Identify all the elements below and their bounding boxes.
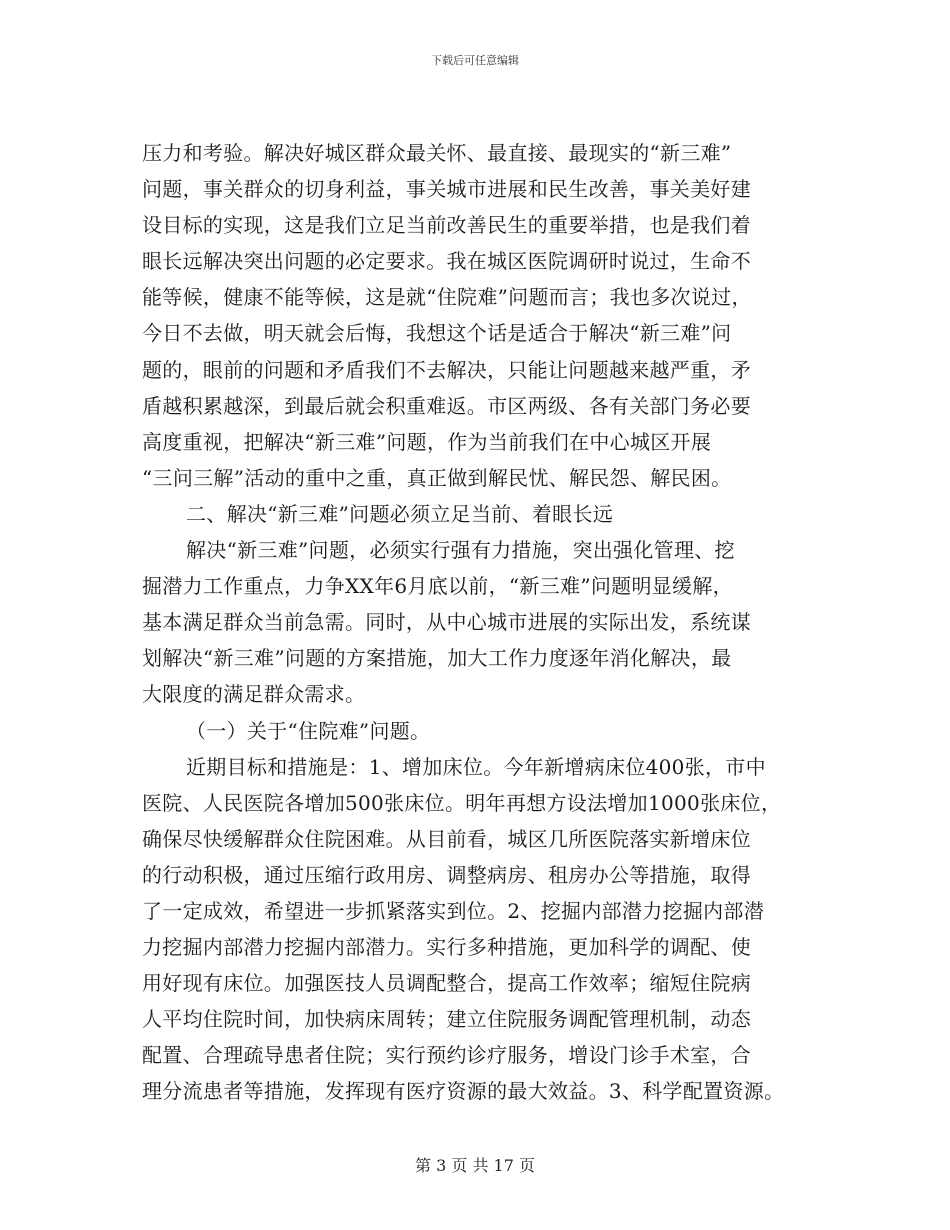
text-line: 眼长远解决突出问题的必定要求。我在城区医院调研时说过，生命不	[142, 249, 751, 274]
text-line: 问题，事关群众的切身利益，事关城市进展和民生改善，事关美好建	[142, 177, 751, 202]
paragraph-start: 解决“新三难”问题，必须实行强有力措施，突出强化管理、挖	[186, 538, 735, 563]
text-line: 医院、人民医院各增加500张床位。明年再想方设法增加1000张床位，	[142, 790, 782, 815]
text-line: 盾越积累越深，到最后就会积重难返。市区两级、各有关部门务必要	[142, 393, 751, 418]
text-line: 确保尽快缓解群众住院困难。从目前看，城区几所医院落实新增床位	[142, 826, 751, 851]
text-line: 力挖掘内部潜力挖掘内部潜力。实行多种措施，更加科学的调配、使	[142, 935, 751, 960]
text-line: 划解决“新三难”问题的方案措施，加大工作力度逐年消化解决，最	[142, 646, 732, 671]
text-line: 了一定成效，希望进一步抓紧落实到位。2、挖掘内部潜力挖掘内部潜	[142, 898, 765, 923]
section-heading: 二、解决“新三难”问题必须立足当前、着眼长远	[186, 501, 614, 526]
text-line: 题的，眼前的问题和矛盾我们不去解决，只能让问题越来越严重，矛	[142, 357, 751, 382]
text-line: “三问三解”活动的重中之重，真正做到解民忧、解民怨、解民困。	[142, 465, 732, 490]
text-line: 配置、合理疏导患者住院；实行预约诊疗服务，增设门诊手术室，合	[142, 1043, 751, 1068]
document-body	[142, 135, 822, 1110]
text-line: 基本满足群众当前急需。同时，从中心城市进展的实际出发，系统谋	[142, 610, 751, 635]
page-header-note: 下载后可任意编辑	[431, 54, 519, 67]
text-line: 设目标的实现，这是我们立足当前改善民生的重要举措，也是我们着	[142, 213, 751, 238]
subsection-heading: （一）关于“住院难”问题。	[186, 718, 431, 743]
text-line: 的行动积极，通过压缩行政用房、调整病房、租房办公等措施，取得	[142, 862, 751, 887]
text-line: 掘潜力工作重点，力争XX年6月底以前，“新三难”问题明显缓解，	[142, 574, 733, 599]
page-number-footer: 第 3 页 共 17 页	[415, 1156, 535, 1175]
text-line: 大限度的满足群众需求。	[142, 682, 366, 707]
text-line: 高度重视，把解决“新三难”问题，作为当前我们在中心城区开展	[142, 429, 712, 454]
text-line: 人平均住院时间，加快病床周转；建立住院服务调配管理机制，动态	[142, 1007, 751, 1032]
text-line: 用好现有床位。加强医技人员调配整合，提高工作效率；缩短住院病	[142, 971, 751, 996]
text-line: 今日不去做，明天就会后悔，我想这个话是适合于解决“新三难”问	[142, 321, 732, 346]
text-line: 理分流患者等措施，发挥现有医疗资源的最大效益。3、科学配置资源。	[142, 1079, 785, 1104]
text-line: 能等候，健康不能等候，这是就“住院难”问题而言；我也多次说过，	[142, 285, 752, 310]
paragraph-start: 近期目标和措施是：1、增加床位。今年新增病床位400张，市中	[186, 754, 766, 779]
text-line: 压力和考验。解决好城区群众最关怀、最直接、最现实的“新三难”	[142, 141, 732, 165]
